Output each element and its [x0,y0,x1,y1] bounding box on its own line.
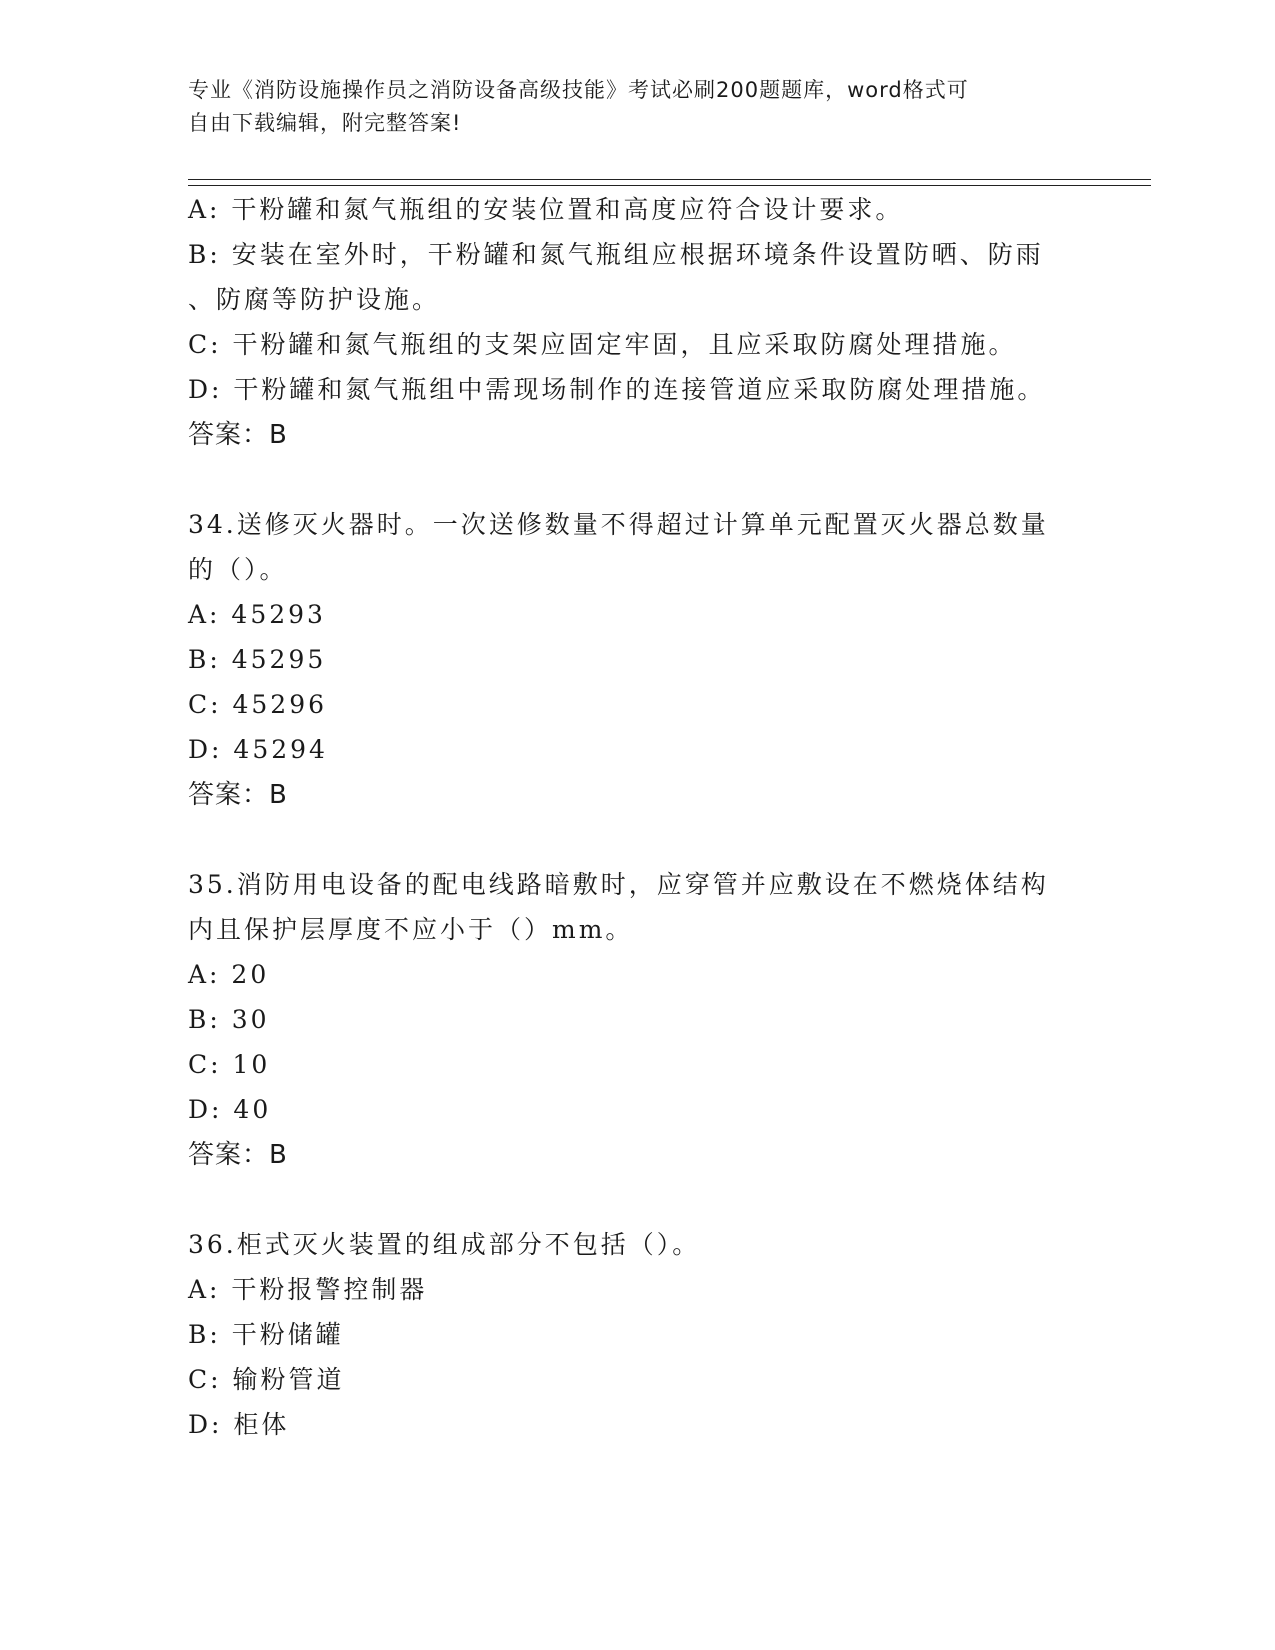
q35-option-b: B: 30 [188,1005,270,1034]
header-rule-top [188,179,1151,180]
q35-option-a: A: 20 [188,960,270,989]
q33-answer: 答案：B [188,420,288,450]
q34-answer: 答案：B [188,780,288,810]
q33-option-d: D: 干粉罐和氮气瓶组中需现场制作的连接管道应采取防腐处理措施。 [188,375,1046,404]
q36-option-d: D: 柜体 [188,1410,290,1439]
header-line-1: 专业《消防设施操作员之消防设备高级技能》考试必刷200题题库，word格式可 [188,78,969,102]
q34-option-c: C: 45296 [188,690,328,719]
q35-stem-line-1: 35.消防用电设备的配电线路暗敷时，应穿管并应敷设在不燃烧体结构 [188,870,1049,899]
q33-option-b-line-1: B: 安装在室外时，干粉罐和氮气瓶组应根据环境条件设置防晒、防雨 [188,240,1044,269]
q35-stem-line-2: 内且保护层厚度不应小于（）mm。 [188,915,634,944]
header-rule-bottom [188,185,1151,186]
q33-option-b-line-2: 、防腐等防护设施。 [188,285,441,314]
q36-option-c: C: 输粉管道 [188,1365,345,1394]
q34-stem-line-1: 34.送修灭火器时。一次送修数量不得超过计算单元配置灭火器总数量 [188,510,1049,539]
q35-option-d: D: 40 [188,1095,272,1124]
q36-option-a: A: 干粉报警控制器 [188,1275,428,1304]
header-line-2: 自由下载编辑，附完整答案! [188,111,462,135]
q36-option-b: B: 干粉储罐 [188,1320,344,1349]
q34-option-d: D: 45294 [188,735,328,764]
q34-option-a: A: 45293 [188,600,326,629]
q34-option-b: B: 45295 [188,645,327,674]
q34-stem-line-2: 的（）。 [188,555,288,584]
q36-stem-line-1: 36.柜式灭火装置的组成部分不包括（）。 [188,1230,701,1259]
document-header [188,74,1088,140]
q33-option-a: A: 干粉罐和氮气瓶组的安装位置和高度应符合设计要求。 [188,195,904,224]
q35-option-c: C: 10 [188,1050,271,1079]
q35-answer: 答案：B [188,1140,288,1170]
q33-option-c: C: 干粉罐和氮气瓶组的支架应固定牢固，且应采取防腐处理措施。 [188,330,1017,359]
